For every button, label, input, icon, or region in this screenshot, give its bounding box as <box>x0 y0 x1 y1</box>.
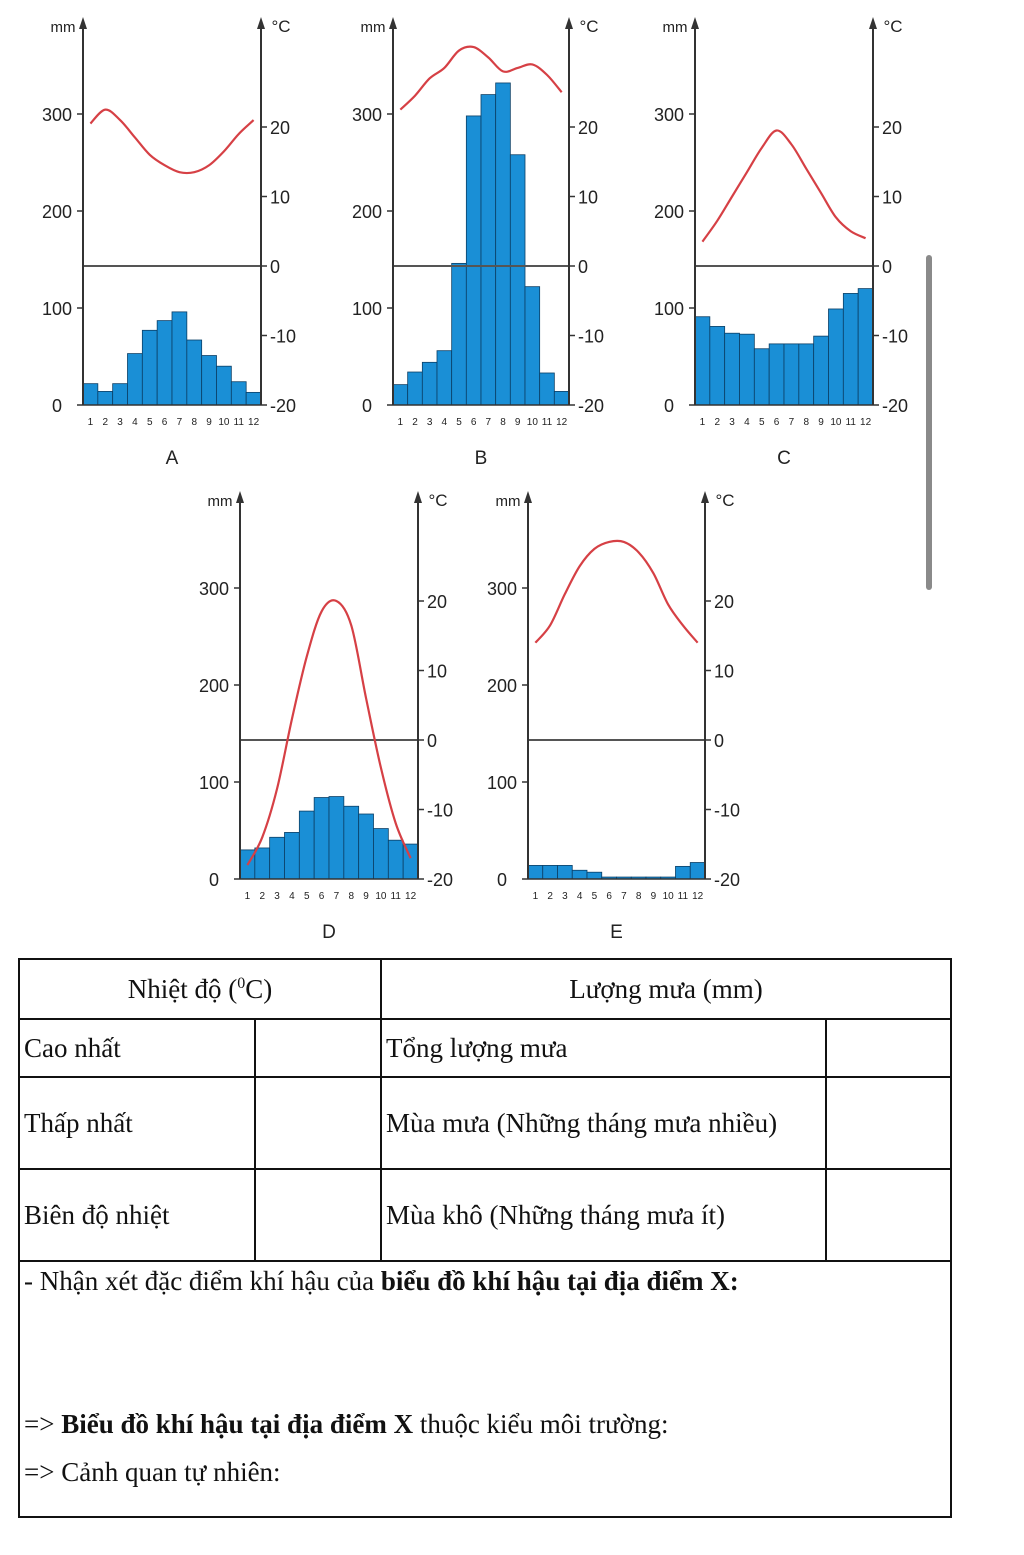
chart-d-bar-4 <box>285 832 300 879</box>
chart-d-month-label: 8 <box>348 891 355 902</box>
chart-c-bar-5 <box>754 349 769 405</box>
chart-a-month-label: 8 <box>191 417 198 428</box>
chart-b-bar-5 <box>452 263 467 405</box>
chart-c-bar-8 <box>799 344 814 405</box>
chart-c-right-arrow <box>869 17 877 29</box>
chart-a-month-label: 1 <box>87 417 94 428</box>
chart-b-left-unit: mm <box>360 19 386 36</box>
chart-d-month-label: 7 <box>333 891 340 902</box>
chart-d-bar-2 <box>255 848 270 879</box>
chart-e-month-label: 11 <box>677 891 689 902</box>
chart-a-month-label: 9 <box>206 417 212 428</box>
chart-c-left-arrow <box>691 17 699 29</box>
chart-c-label: C <box>777 448 791 469</box>
chart-e-bar-12 <box>690 863 705 879</box>
dry-season-label: Mùa khô (Những tháng mưa ít) <box>381 1169 826 1261</box>
chart-e-month-label: 4 <box>576 891 583 902</box>
chart-a-month-label: 4 <box>132 417 138 428</box>
chart-c-right-unit: °C <box>883 17 903 36</box>
chart-d-bar-6 <box>314 798 329 879</box>
chart-b-right-unit: °C <box>579 17 599 36</box>
chart-b-left-tick-label: 0 <box>361 396 373 416</box>
chart-a-bar-1 <box>83 384 98 405</box>
chart-c-month-label: 3 <box>729 417 735 428</box>
chart-c-month-label: 5 <box>758 417 765 428</box>
chart-c-left-tick-label: 100 <box>653 299 685 319</box>
chart-a-right-tick-label: -20 <box>270 396 297 416</box>
chart-c-right-tick-label: -10 <box>882 326 909 347</box>
chart-b-left-tick-label: 300 <box>351 105 383 125</box>
chart-c-month-label: 6 <box>773 417 780 428</box>
chart-c-bar-4 <box>740 334 755 405</box>
chart-e-label: E <box>610 922 623 943</box>
chart-a-left-tick-label: 200 <box>41 202 73 222</box>
chart-d-bar-10 <box>374 829 389 879</box>
chart-b-left-tick-label: 100 <box>351 299 383 319</box>
chart-b-right-arrow <box>565 17 573 29</box>
chart-b-bar-1 <box>393 385 408 405</box>
chart-e-temperature-line <box>535 541 697 643</box>
chart-b-bar-6 <box>466 116 481 405</box>
chart-d-bar-8 <box>344 806 359 879</box>
min-temp-cell[interactable] <box>255 1077 381 1169</box>
chart-a-right-tick-label: 10 <box>270 187 291 208</box>
chart-e-right-unit: °C <box>715 491 735 510</box>
temperature-header: Nhiệt độ ($^0$C) <box>19 959 381 1019</box>
chart-d-left-arrow <box>236 491 244 503</box>
environment-conclusion: => Biểu đồ khí hậu tại địa điểm X thuộc kiểu môi trường: <box>24 1408 669 1439</box>
chart-c-bar-7 <box>784 344 799 405</box>
chart-b-bar-10 <box>525 287 540 405</box>
chart-b-right-tick-label: 0 <box>578 257 589 277</box>
chart-d-left-tick-label: 0 <box>208 870 220 890</box>
chart-b-month-label: 2 <box>412 417 418 428</box>
chart-a-month-label: 6 <box>161 417 168 428</box>
chart-a-right-tick-label: -10 <box>270 326 297 347</box>
chart-d-right-tick-label: 0 <box>427 731 438 751</box>
chart-a-month-label: 2 <box>102 417 109 428</box>
chart-d-month-label: 1 <box>244 891 251 902</box>
chart-d-right-tick-label: -20 <box>427 870 454 890</box>
chart-d-month-label: 10 <box>375 891 387 902</box>
chart-c-right-tick-label: -20 <box>882 396 909 416</box>
chart-a-month-label: 12 <box>248 417 260 428</box>
chart-a-bar-7 <box>172 312 187 405</box>
total-rainfall-label: Tổng lượng mưa <box>381 1019 826 1077</box>
chart-a-left-unit: mm <box>50 19 76 36</box>
chart-e-month-label: 3 <box>562 891 568 902</box>
chart-d-month-label: 5 <box>303 891 310 902</box>
chart-d-bar-9 <box>359 814 374 879</box>
temp-range-label: Biên độ nhiệt <box>19 1169 255 1261</box>
chart-c-bar-3 <box>725 333 740 405</box>
chart-d-left-unit: mm <box>207 493 233 510</box>
chart-c-bar-10 <box>829 309 844 405</box>
chart-e-bar-3 <box>558 865 573 879</box>
chart-b-bar-8 <box>496 83 511 405</box>
chart-b-month-label: 1 <box>397 417 404 428</box>
chart-d-right-unit: °C <box>428 491 448 510</box>
chart-e-month-label: 5 <box>591 891 598 902</box>
chart-b-month-label: 3 <box>426 417 433 428</box>
min-temp-label: Thấp nhất <box>19 1077 255 1169</box>
chart-d-bar-7 <box>329 797 344 879</box>
worksheet-table <box>18 958 952 1518</box>
chart-e-month-label: 9 <box>650 891 657 902</box>
chart-c-left-tick-label: 0 <box>663 396 675 416</box>
chart-b-right-tick-label: 10 <box>578 187 599 208</box>
chart-b-bar-12 <box>554 391 569 405</box>
chart-a-bar-11 <box>231 382 246 405</box>
dry-season-cell[interactable] <box>826 1169 951 1261</box>
chart-e-bar-4 <box>572 870 587 879</box>
chart-d-month-label: 6 <box>318 891 325 902</box>
chart-e-month-label: 12 <box>692 891 704 902</box>
chart-b-month-label: 4 <box>441 417 448 428</box>
chart-a-right-tick-label: 20 <box>270 118 291 138</box>
notes-cell[interactable] <box>19 1261 951 1517</box>
chart-a-left-tick-label: 100 <box>41 299 73 319</box>
chart-c-bar-9 <box>814 336 829 405</box>
chart-c-right-tick-label: 20 <box>882 118 903 138</box>
chart-b-label: B <box>474 448 488 469</box>
chart-e-month-label: 6 <box>606 891 612 902</box>
temp-range-cell[interactable] <box>255 1169 381 1261</box>
chart-e-left-tick-label: 0 <box>496 870 508 890</box>
total-rainfall-cell[interactable] <box>826 1019 951 1077</box>
chart-b-month-label: 6 <box>470 417 477 428</box>
chart-c-bar-6 <box>769 344 784 405</box>
chart-a-temperature-line <box>90 110 253 173</box>
chart-c-left-tick-label: 300 <box>653 105 685 125</box>
chart-d-right-tick-label: 20 <box>427 592 448 612</box>
chart-b-month-label: 8 <box>500 417 506 428</box>
chart-b-right-tick-label: -10 <box>578 326 605 347</box>
chart-e-right-tick-label: 10 <box>714 661 735 682</box>
chart-e-bar-5 <box>587 872 602 879</box>
chart-d-month-label: 3 <box>274 891 280 902</box>
chart-a-month-label: 11 <box>233 417 244 428</box>
landscape-line: => Cảnh quan tự nhiên: <box>24 1457 281 1488</box>
chart-a-bar-8 <box>187 340 202 405</box>
chart-a-month-label: 10 <box>218 417 230 428</box>
chart-b-bar-7 <box>481 95 496 405</box>
chart-a-month-label: 5 <box>146 417 153 428</box>
chart-a-bar-5 <box>142 330 157 405</box>
chart-a-label: A <box>165 448 179 469</box>
chart-a-bar-3 <box>113 384 128 405</box>
chart-c-right-tick-label: 10 <box>882 187 903 208</box>
chart-e-month-label: 8 <box>635 891 642 902</box>
chart-b-bar-9 <box>510 155 525 405</box>
max-temp-label: Cao nhất <box>19 1019 255 1077</box>
chart-e-bar-2 <box>543 865 558 879</box>
chart-a-month-label: 7 <box>176 417 183 428</box>
chart-b-bar-11 <box>540 373 555 405</box>
chart-b-month-label: 12 <box>556 417 568 428</box>
chart-b-left-tick-label: 200 <box>351 202 383 222</box>
chart-d-bar-5 <box>299 811 314 879</box>
chart-c-month-label: 7 <box>788 417 795 428</box>
chart-c-month-label: 8 <box>803 417 810 428</box>
chart-e-right-arrow <box>701 491 709 503</box>
chart-b-month-label: 10 <box>526 417 538 428</box>
chart-a-right-arrow <box>257 17 265 29</box>
chart-b-month-label: 9 <box>514 417 521 428</box>
chart-e-left-tick-label: 300 <box>486 579 518 599</box>
chart-e-month-label: 1 <box>532 891 539 902</box>
chart-d-month-label: 9 <box>363 891 369 902</box>
chart-b-left-arrow <box>389 17 397 29</box>
chart-c-month-label: 2 <box>714 417 721 428</box>
chart-e-right-tick-label: -10 <box>714 800 741 821</box>
chart-a-right-unit: °C <box>271 17 291 36</box>
chart-e-bar-11 <box>676 866 691 879</box>
chart-d-right-tick-label: 10 <box>427 661 448 682</box>
chart-b-bar-4 <box>437 351 452 405</box>
chart-c-month-label: 10 <box>830 417 842 428</box>
rainy-season-label: Mùa mưa (Những tháng mưa nhiều) <box>381 1077 826 1169</box>
chart-a-bar-9 <box>202 356 217 405</box>
chart-d-label: D <box>322 922 336 943</box>
chart-c-bar-11 <box>843 293 858 405</box>
chart-d-left-tick-label: 100 <box>198 773 230 793</box>
chart-d-right-tick-label: -10 <box>427 800 454 821</box>
chart-e-right-tick-label: 20 <box>714 592 735 612</box>
chart-d-month-label: 11 <box>390 891 401 902</box>
chart-d-month-label: 12 <box>405 891 417 902</box>
chart-b-right-tick-label: 20 <box>578 118 599 138</box>
chart-c-bar-12 <box>858 289 873 405</box>
chart-e-left-arrow <box>524 491 532 503</box>
chart-c-bar-1 <box>695 317 710 405</box>
chart-c-month-label: 12 <box>860 417 872 428</box>
chart-e-month-label: 10 <box>662 891 674 902</box>
chart-a-month-label: 3 <box>117 417 123 428</box>
chart-c-right-tick-label: 0 <box>882 257 893 277</box>
chart-e-left-unit: mm <box>495 493 521 510</box>
chart-d-bar-11 <box>388 840 403 879</box>
chart-e-left-tick-label: 100 <box>486 773 518 793</box>
chart-e-right-tick-label: 0 <box>714 731 725 751</box>
chart-c-left-unit: mm <box>662 19 688 36</box>
chart-e-month-label: 2 <box>547 891 553 902</box>
chart-b-right-tick-label: -20 <box>578 396 605 416</box>
chart-b-bar-2 <box>408 372 423 405</box>
chart-b-month-label: 5 <box>456 417 462 428</box>
chart-a-left-arrow <box>79 17 87 29</box>
chart-a-right-tick-label: 0 <box>270 257 281 277</box>
chart-c-temperature-line <box>702 130 865 241</box>
chart-d-month-label: 2 <box>259 891 266 902</box>
rainfall-header: Lượng mưa (mm) <box>381 959 951 1019</box>
chart-a-bar-6 <box>157 321 172 405</box>
chart-b-month-label: 7 <box>485 417 492 428</box>
chart-e-right-tick-label: -20 <box>714 870 741 890</box>
scrollbar[interactable] <box>926 255 932 590</box>
chart-c-month-label: 1 <box>699 417 706 428</box>
chart-c-month-label: 9 <box>818 417 824 428</box>
chart-a-left-tick-label: 300 <box>41 105 73 125</box>
chart-c-month-label: 4 <box>744 417 750 428</box>
chart-a-bar-12 <box>246 392 261 405</box>
chart-a-bar-2 <box>98 391 113 405</box>
chart-d-right-arrow <box>414 491 422 503</box>
max-temp-cell[interactable] <box>255 1019 381 1077</box>
chart-e-left-tick-label: 200 <box>486 676 518 696</box>
chart-d-month-label: 4 <box>289 891 295 902</box>
chart-d-left-tick-label: 300 <box>198 579 230 599</box>
chart-a-left-tick-label: 0 <box>51 396 63 416</box>
chart-d-bar-3 <box>270 837 285 879</box>
chart-a-bar-10 <box>217 366 232 405</box>
chart-e-bar-1 <box>528 865 543 879</box>
chart-d-left-tick-label: 200 <box>198 676 230 696</box>
rainy-season-cell[interactable] <box>826 1077 951 1169</box>
chart-b-bar-3 <box>422 362 437 405</box>
chart-c-bar-2 <box>710 326 725 405</box>
chart-c-left-tick-label: 200 <box>653 202 685 222</box>
climate-remark: - Nhận xét đặc điểm khí hậu của biểu đồ khí hậu tại địa điểm X: <box>24 1266 739 1296</box>
chart-e-month-label: 7 <box>621 891 627 902</box>
chart-c-month-label: 11 <box>845 417 856 428</box>
chart-a-bar-4 <box>128 354 143 405</box>
chart-b-month-label: 11 <box>541 417 553 428</box>
